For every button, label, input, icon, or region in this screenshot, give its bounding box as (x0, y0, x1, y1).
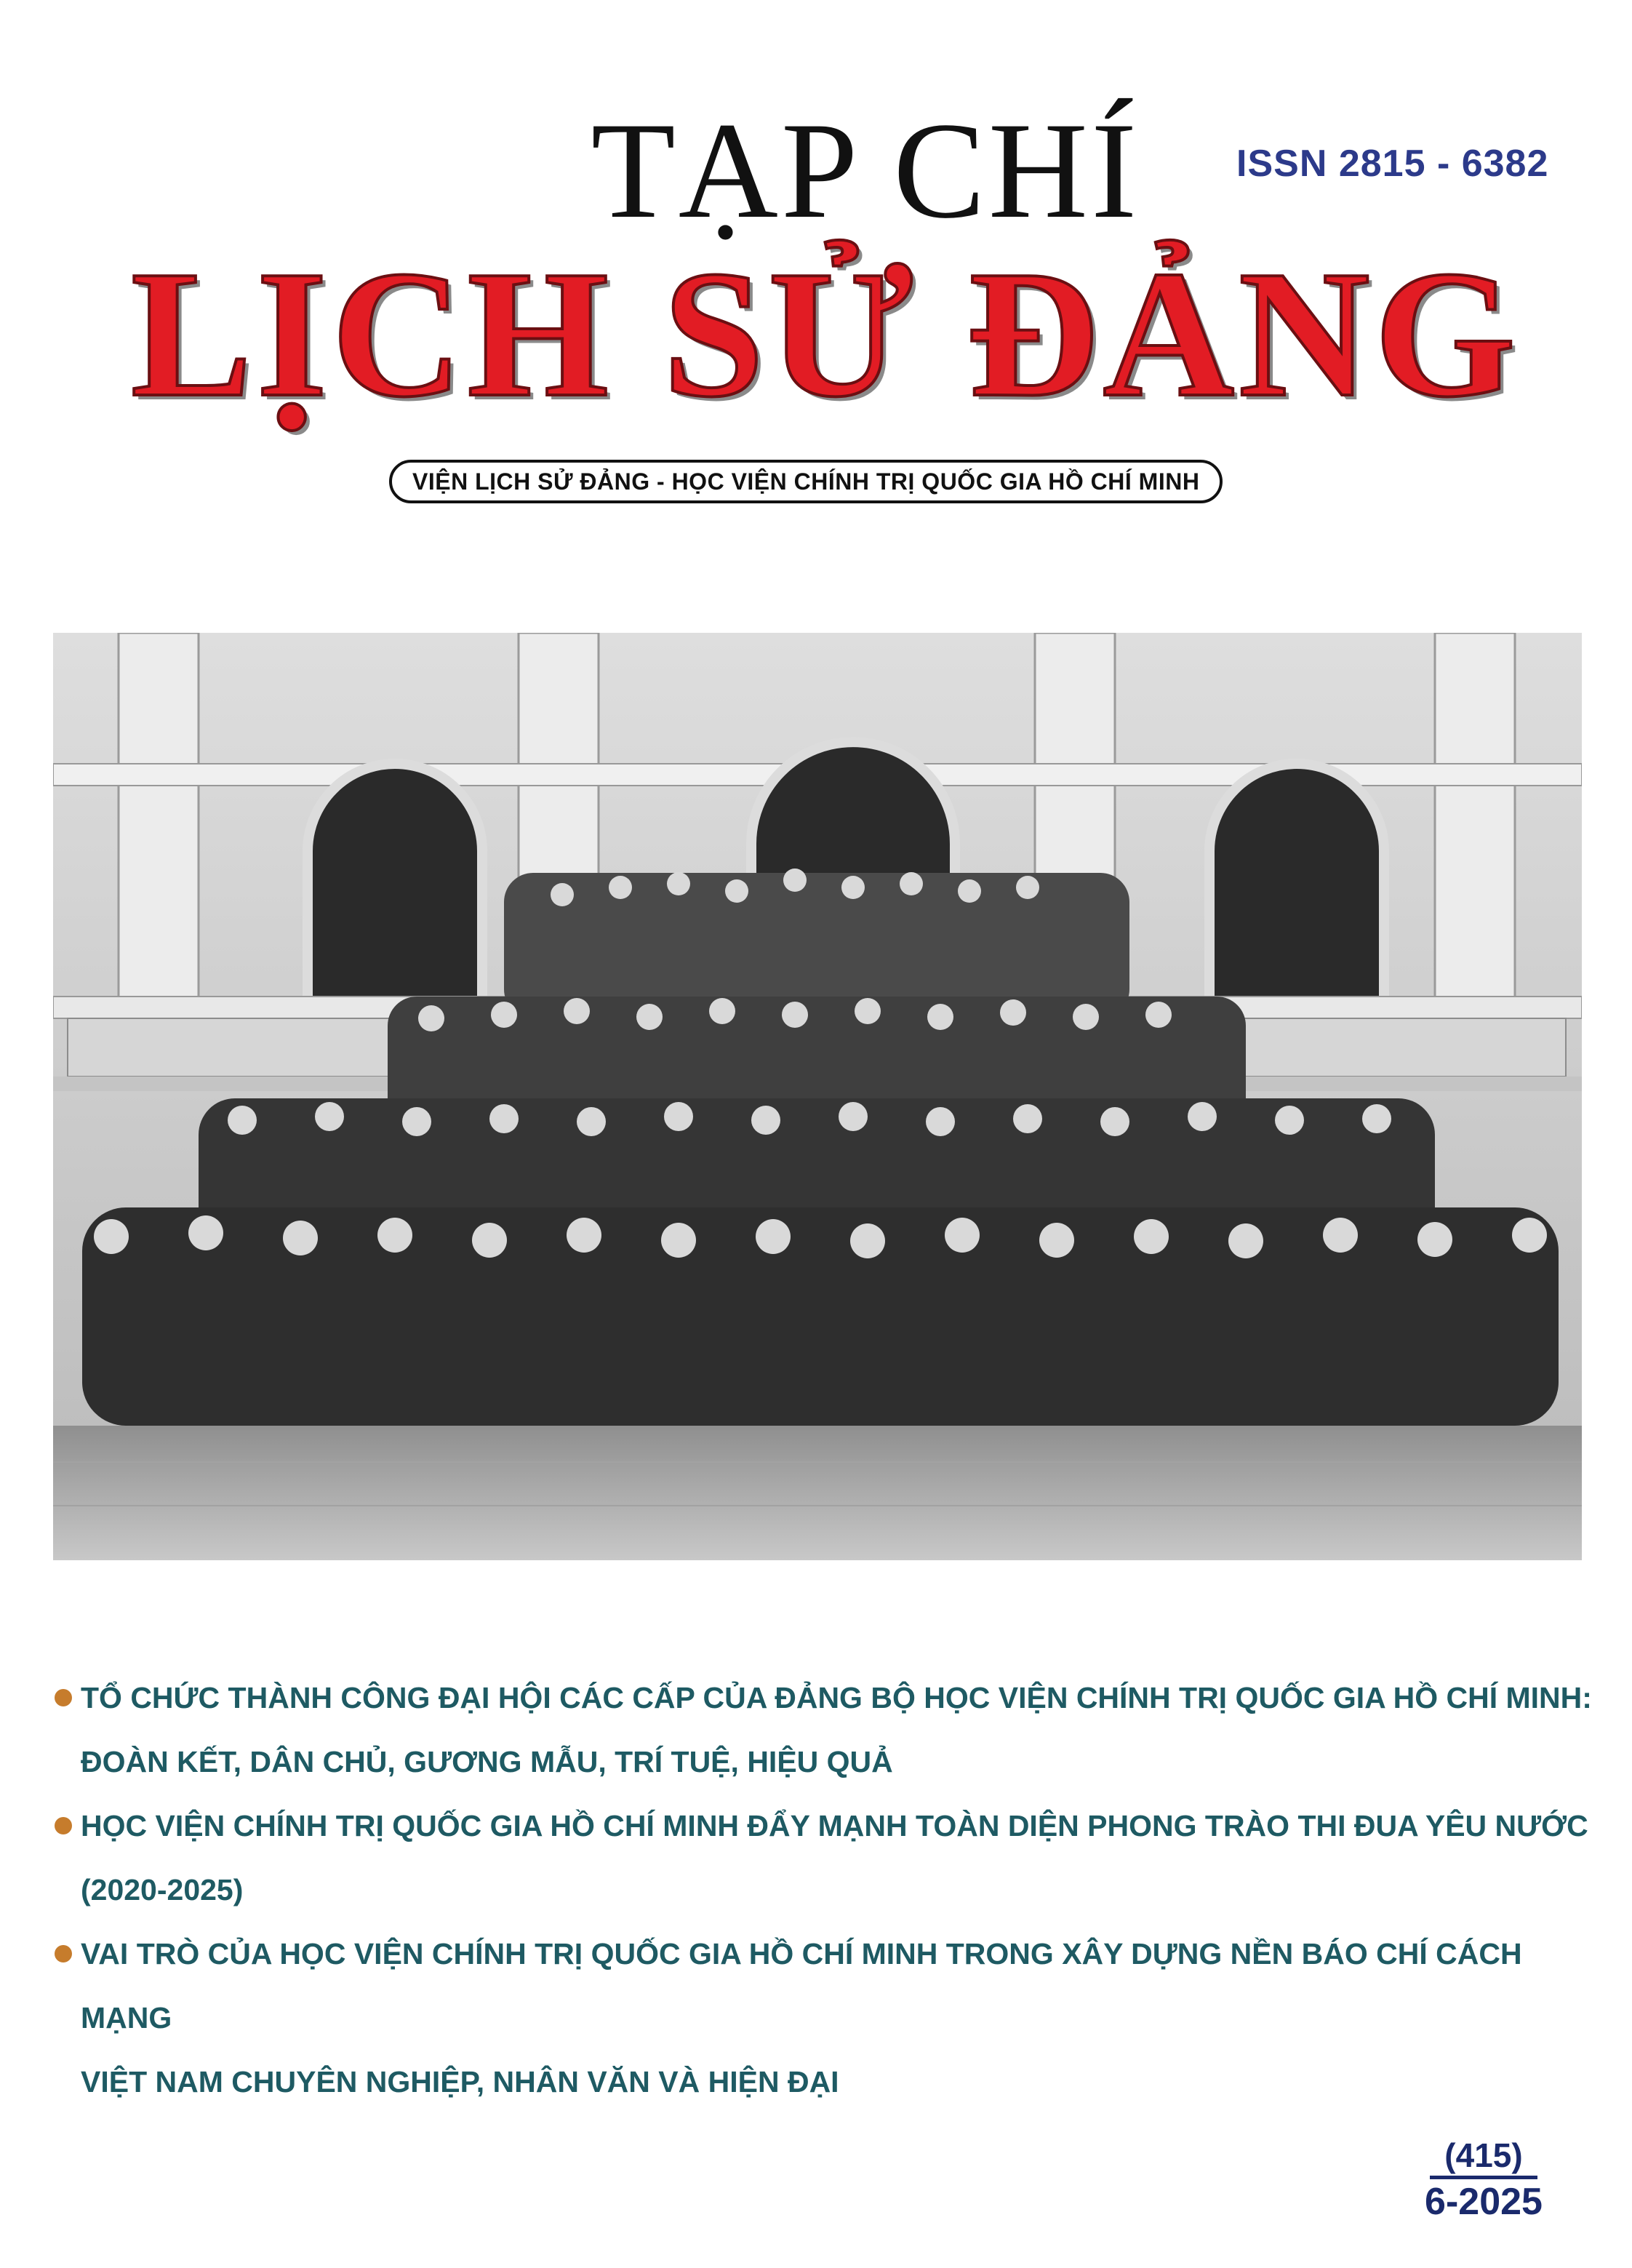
headline-item (55, 1794, 1596, 1922)
headline-line: ĐOÀN KẾT, DÂN CHỦ, GƯƠNG MẪU, TRÍ TUỆ, HIỆU QUẢ (81, 1745, 893, 1778)
headline-item (55, 1666, 1596, 1794)
headline-line: TỔ CHỨC THÀNH CÔNG ĐẠI HỘI CÁC CẤP CỦA ĐẢNG BỘ HỌC VIỆN CHÍNH TRỊ QUỐC GIA HỒ CHÍ MINH: (81, 1681, 1592, 1714)
cover-photo (53, 633, 1582, 1560)
headline-line: HỌC VIỆN CHÍNH TRỊ QUỐC GIA HỒ CHÍ MINH ĐẨY MẠNH TOÀN DIỆN PHONG TRÀO THI ĐUA YÊU NƯỚC (81, 1809, 1588, 1842)
headline-list (55, 1666, 1596, 2114)
issue-info (1396, 2135, 1571, 2224)
bullet-icon (55, 1689, 72, 1706)
bullet-icon (55, 1945, 72, 1962)
bullet-icon (55, 1817, 72, 1834)
issn-number: ISSN 2815 - 6382 (1236, 143, 1549, 185)
masthead-title: LỊCH SỬ ĐẢNG (130, 233, 1521, 435)
issue-date: 6-2025 (1425, 2181, 1543, 2223)
issue-number: (415) (1430, 2135, 1537, 2179)
masthead-top-line: TẠP CHÍ (591, 95, 1140, 247)
cover-photo-illustration (53, 633, 1582, 1560)
headline-line: VIỆT NAM CHUYÊN NGHIỆP, NHÂN VĂN VÀ HIỆN ĐẠI (81, 2065, 839, 2099)
headline-line: VAI TRÒ CỦA HỌC VIỆN CHÍNH TRỊ QUỐC GIA HỒ CHÍ MINH TRONG XÂY DỰNG NỀN BÁO CHÍ CÁCH MẠNG (81, 1937, 1522, 2035)
headline-item (55, 1922, 1596, 2114)
publisher-badge: VIỆN LỊCH SỬ ĐẢNG - HỌC VIỆN CHÍNH TRỊ QUỐC GIA HỒ CHÍ MINH (389, 460, 1223, 503)
headline-line: (2020-2025) (81, 1873, 244, 1906)
